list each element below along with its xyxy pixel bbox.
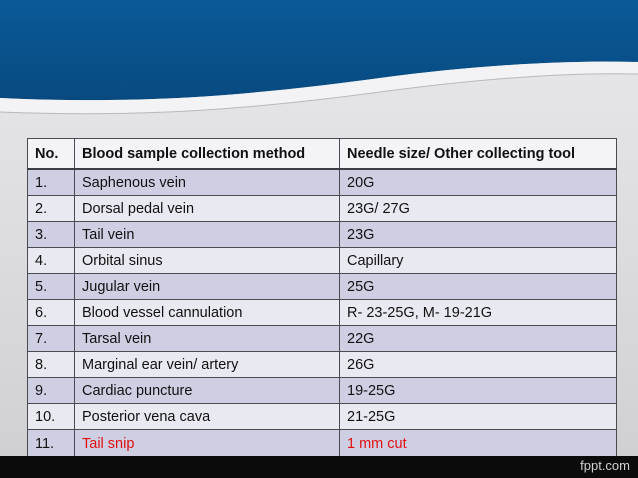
row-method: Posterior vena cava [75,404,340,430]
row-needle-size: 23G/ 27G [340,196,617,222]
row-needle-size: 20G [340,169,617,196]
table-row [28,326,617,352]
table-row [28,378,617,404]
row-method: Saphenous vein [75,169,340,196]
row-needle-size: 23G [340,222,617,248]
header-method: Blood sample collection method [75,139,340,170]
row-needle-size: 19-25G [340,378,617,404]
row-number: 2. [28,196,75,222]
row-needle-size: 25G [340,274,617,300]
row-number: 9. [28,378,75,404]
header-no: No. [28,139,75,170]
header-banner [0,0,638,140]
table-row [28,196,617,222]
row-number: 11. [28,430,75,458]
row-needle-size: R- 23-25G, M- 19-21G [340,300,617,326]
row-number: 8. [28,352,75,378]
row-number: 1. [28,169,75,196]
table-row [28,222,617,248]
table-row [28,300,617,326]
row-method: Marginal ear vein/ artery [75,352,340,378]
row-number: 5. [28,274,75,300]
row-method: Cardiac puncture [75,378,340,404]
row-needle-size: 1 mm cut [340,430,617,458]
blood-collection-table [27,138,617,458]
row-number: 7. [28,326,75,352]
row-method: Orbital sinus [75,248,340,274]
row-method: Tail vein [75,222,340,248]
table-row [28,404,617,430]
row-number: 10. [28,404,75,430]
row-number: 6. [28,300,75,326]
row-method: Tarsal vein [75,326,340,352]
table-header-row [28,139,617,170]
footer-bar [0,456,638,478]
row-method: Blood vessel cannulation [75,300,340,326]
row-needle-size: 26G [340,352,617,378]
row-needle-size: 22G [340,326,617,352]
table-row [28,352,617,378]
row-number: 3. [28,222,75,248]
table-row [28,430,617,458]
table-row [28,274,617,300]
row-needle-size: 21-25G [340,404,617,430]
row-method: Tail snip [75,430,340,458]
fppt-watermark: fppt.com [580,458,630,473]
row-needle-size: Capillary [340,248,617,274]
table-row [28,248,617,274]
row-number: 4. [28,248,75,274]
table-row [28,169,617,196]
row-method: Jugular vein [75,274,340,300]
row-method: Dorsal pedal vein [75,196,340,222]
header-needle-size: Needle size/ Other collecting tool [340,139,617,170]
